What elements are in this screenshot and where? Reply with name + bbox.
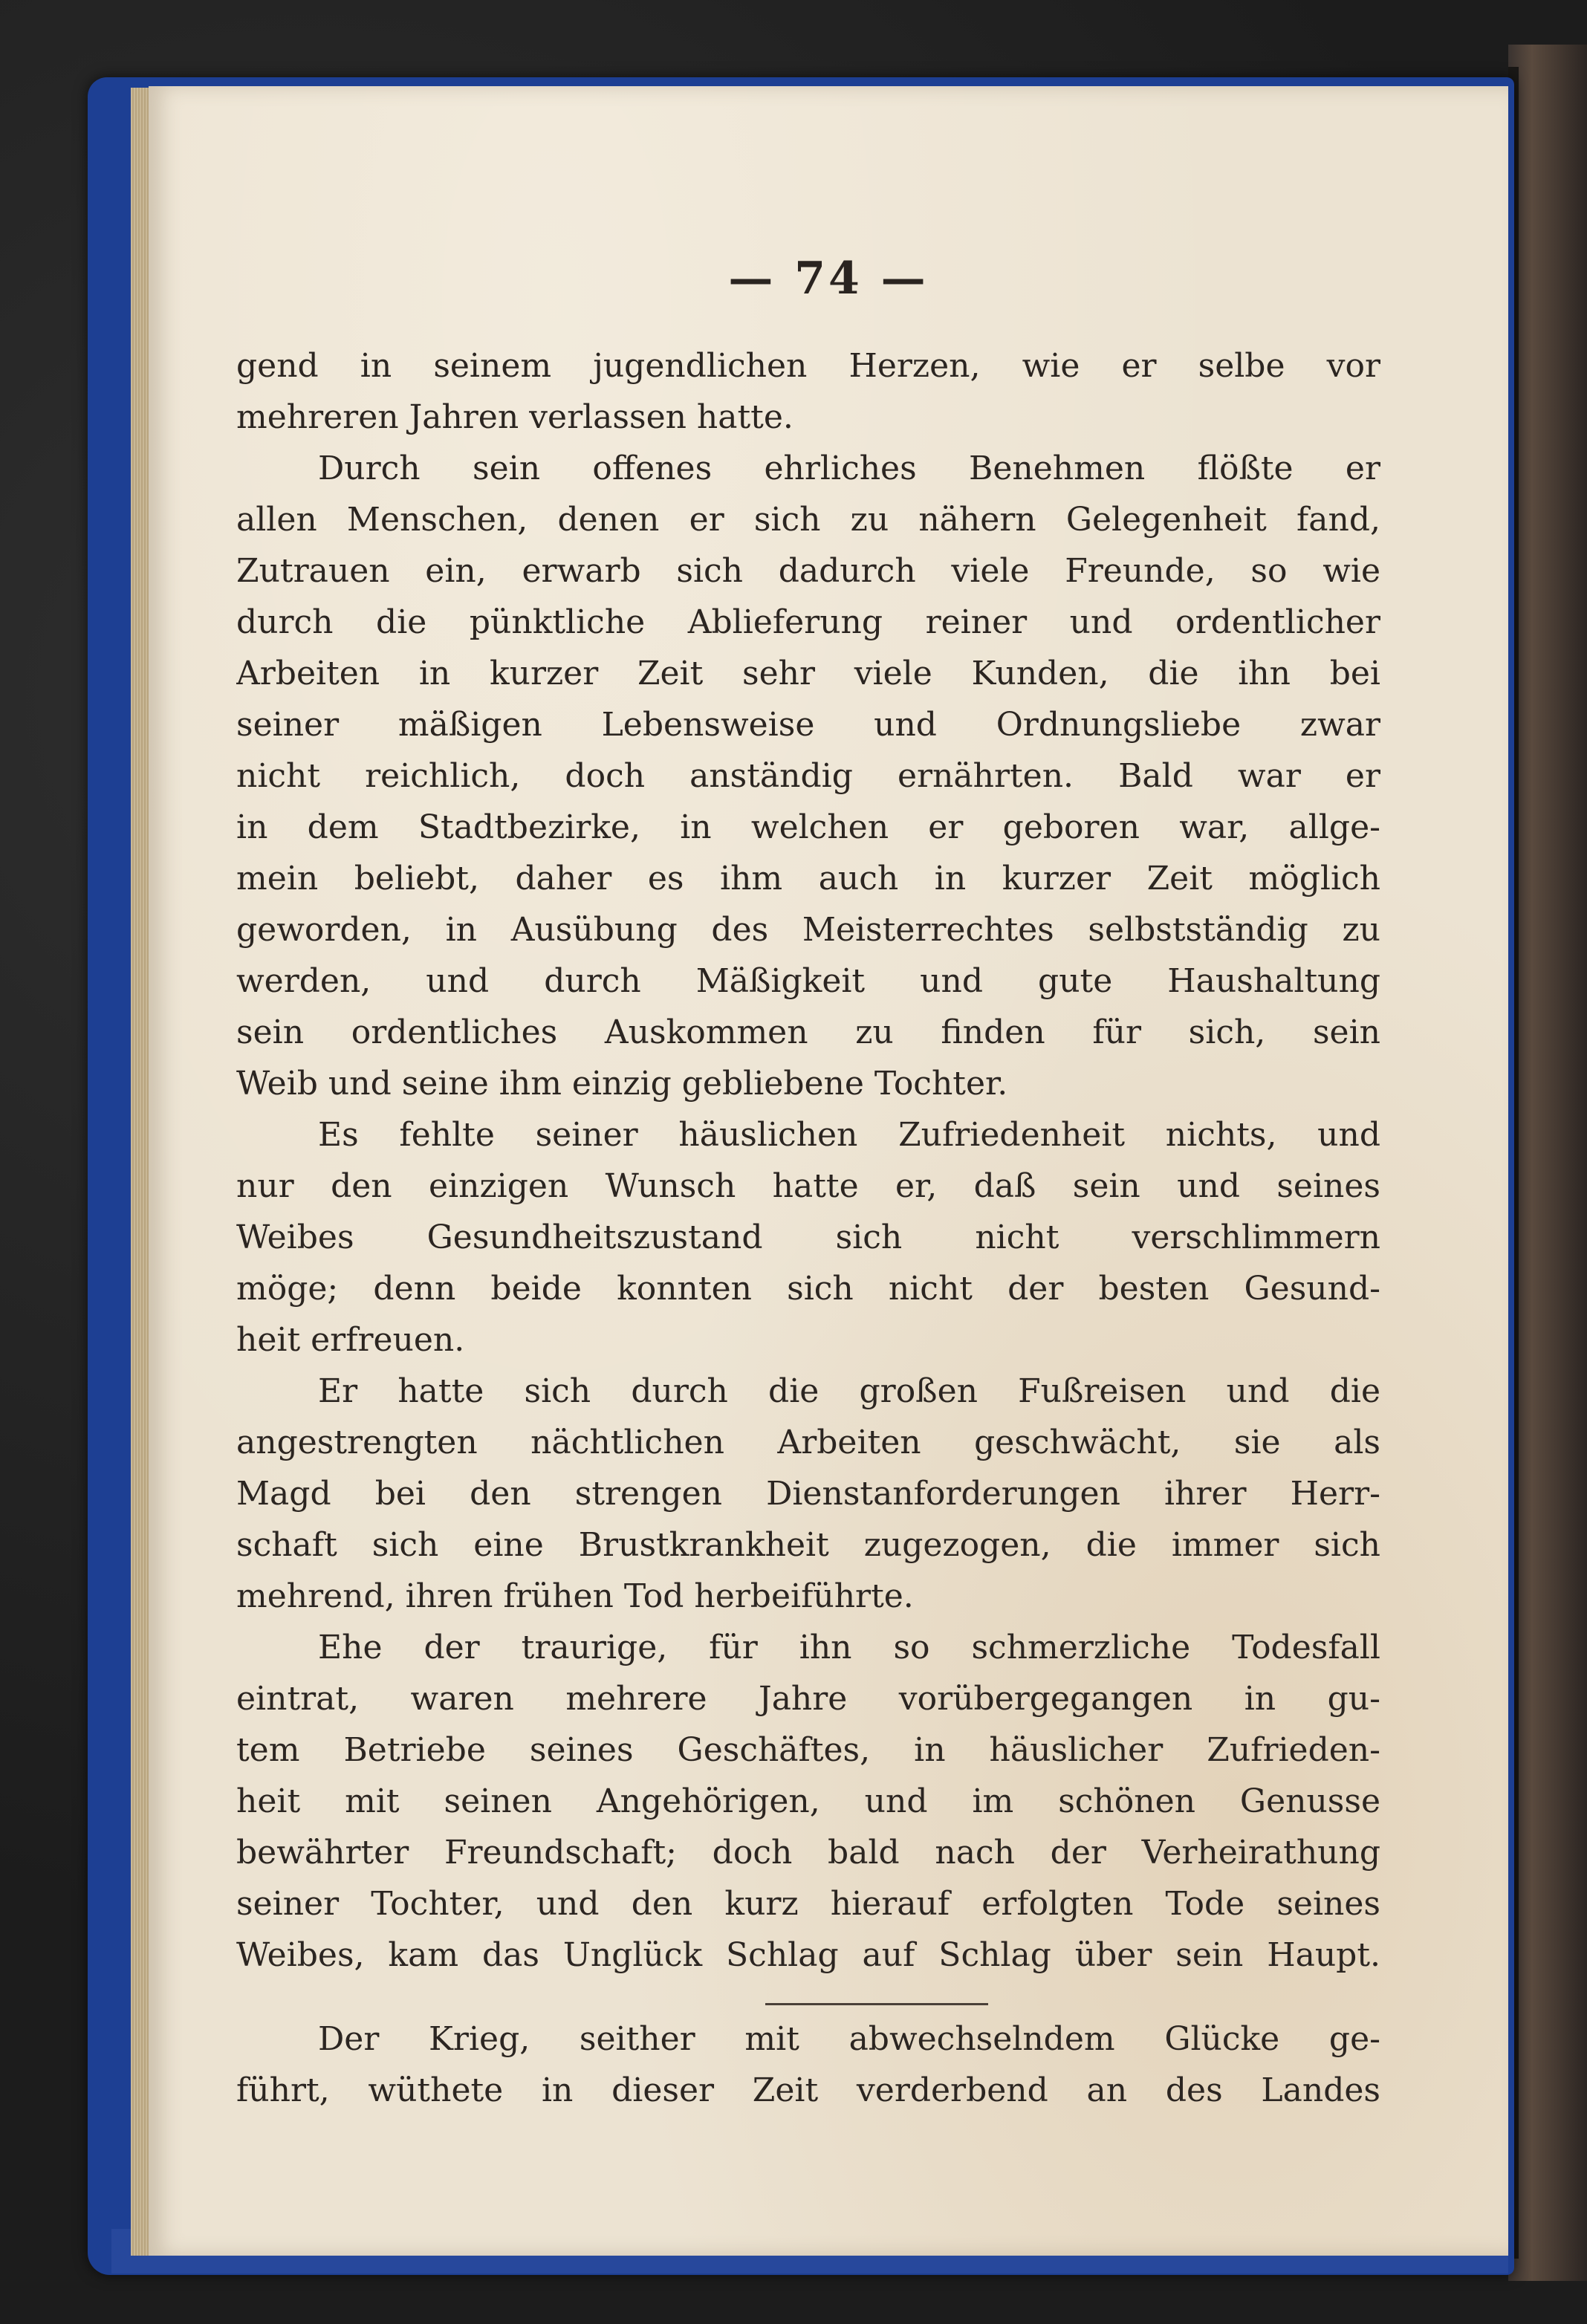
page-text bbox=[236, 340, 1380, 1981]
text-line: nur den einzigen Wunsch hatte er, daß sein und seines bbox=[236, 1167, 1380, 1205]
text-line: eintrat, waren mehrere Jahre vorübergegangen in gu- bbox=[236, 1680, 1380, 1718]
paragraph bbox=[236, 1622, 1380, 1981]
text-line: werden, und durch Mäßigkeit und gute Haushaltung bbox=[236, 962, 1380, 1000]
text-line: heit mit seinen Angehörigen, und im schönen Genusse bbox=[236, 1782, 1380, 1820]
paragraph bbox=[236, 443, 1380, 1109]
text-line: Ehe der traurige, für ihn so schmerzliche Todesfall bbox=[318, 1629, 1380, 1666]
paragraph bbox=[236, 2013, 1380, 2116]
text-line: mehrend, ihren frühen Tod herbeiführte. bbox=[236, 1577, 914, 1615]
text-line: Weibes, kam das Unglück Schlag auf Schlag über sein Haupt. bbox=[236, 1936, 1380, 1974]
page-number: — 74 — bbox=[728, 253, 929, 305]
text-line: Es fehlte seiner häuslichen Zufriedenheit nichts, und bbox=[318, 1116, 1380, 1154]
text-line: angestrengten nächtlichen Arbeiten geschwächt, sie als bbox=[236, 1424, 1380, 1461]
text-line: Der Krieg, seither mit abwechselndem Glücke ge- bbox=[318, 2020, 1380, 2058]
text-line: Er hatte sich durch die großen Fußreisen und die bbox=[318, 1372, 1380, 1410]
text-line: mehreren Jahren verlassen hatte. bbox=[236, 398, 794, 436]
text-line: möge; denn beide konnten sich nicht der besten Gesund- bbox=[236, 1270, 1380, 1308]
text-line: seiner mäßigen Lebensweise und Ordnungsliebe zwar bbox=[236, 706, 1380, 744]
text-line: allen Menschen, denen er sich zu nähern Gelegenheit fand, bbox=[236, 501, 1380, 539]
page-text-continued bbox=[236, 2013, 1380, 2116]
text-line: Durch sein offenes ehrliches Benehmen flößte er bbox=[318, 449, 1380, 487]
text-line: seiner Tochter, und den kurz hierauf erfolgten Tode seines bbox=[236, 1885, 1380, 1923]
text-line: führt, wüthete in dieser Zeit verderbend an des Landes bbox=[236, 2071, 1380, 2109]
text-line: gend in seinem jugendlichen Herzen, wie er selbe vor bbox=[236, 347, 1380, 385]
text-line: Weibes Gesundheitszustand sich nicht verschlimmern bbox=[236, 1218, 1380, 1256]
text-line: Arbeiten in kurzer Zeit sehr viele Kunden, die ihn bei bbox=[236, 655, 1380, 692]
paragraph bbox=[236, 1109, 1380, 1366]
section-rule bbox=[765, 2003, 988, 2005]
text-line: heit erfreuen. bbox=[236, 1321, 465, 1359]
text-line: bewährter Freundschaft; doch bald nach der Verheirathung bbox=[236, 1834, 1380, 1872]
paragraph bbox=[236, 1366, 1380, 1622]
text-line: mein beliebt, daher es ihm auch in kurzer Zeit möglich bbox=[236, 860, 1380, 898]
text-line: nicht reichlich, doch anständig ernährten. Bald war er bbox=[236, 757, 1380, 795]
text-line: in dem Stadtbezirke, in welchen er geboren war, allge- bbox=[236, 808, 1380, 846]
text-line: geworden, in Ausübung des Meisterrechtes selbstständig zu bbox=[236, 911, 1380, 949]
text-line: sein ordentliches Auskommen zu finden für sich, sein bbox=[236, 1013, 1380, 1051]
book-board-right bbox=[1508, 45, 1587, 2281]
text-line: Zutrauen ein, erwarb sich dadurch viele Freunde, so wie bbox=[236, 552, 1380, 590]
text-line: Magd bei den strengen Dienstanforderungen ihrer Herr- bbox=[236, 1475, 1380, 1513]
paragraph bbox=[236, 340, 1380, 443]
text-line: schaft sich eine Brustkrankheit zugezogen, die immer sich bbox=[236, 1526, 1380, 1564]
text-line: durch die pünktliche Ablieferung reiner und ordentlicher bbox=[236, 603, 1380, 641]
text-line: Weib und seine ihm einzig gebliebene Tochter. bbox=[236, 1065, 1008, 1103]
text-line: tem Betriebe seines Geschäftes, in häuslicher Zufrieden- bbox=[236, 1731, 1380, 1769]
